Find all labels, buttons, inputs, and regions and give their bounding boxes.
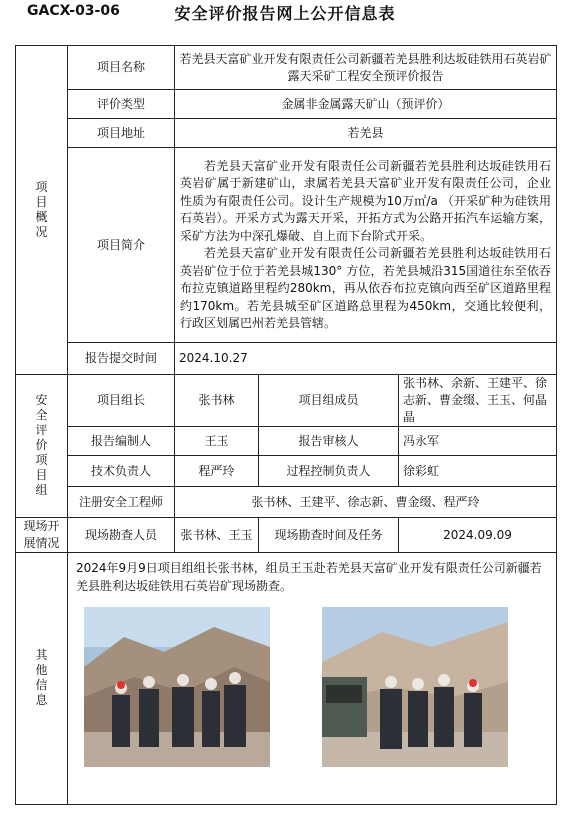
team-leader-value: 张书林	[175, 375, 259, 427]
process-control-label: 过程控制负责人	[259, 456, 399, 487]
team-members-label: 项目组成员	[259, 375, 399, 427]
report-reviewer-label: 报告审核人	[259, 427, 399, 456]
report-writer-value: 王玉	[175, 427, 259, 456]
project-intro-value	[175, 148, 557, 343]
submit-time-value: 2024.10.27	[175, 343, 557, 375]
site-time-label: 现场勘查时间及任务	[259, 518, 399, 553]
site-staff-value: 张书林、王玉	[175, 518, 259, 553]
safety-engineers-label: 注册安全工程师	[68, 487, 175, 518]
team-members-value: 张书林、余新、王建平、徐志新、曹金缀、王玉、何晶晶	[399, 375, 557, 427]
site-photo-1	[84, 607, 270, 767]
project-intro-label: 项目简介	[68, 148, 175, 343]
tech-lead-value: 程严玲	[175, 456, 259, 487]
report-reviewer-value: 冯永军	[399, 427, 557, 456]
project-name-value: 若羌县天富矿业开发有限责任公司新疆若羌县胜利达坂硅铁用石英岩矿露天采矿工程安全预评价报告	[175, 46, 557, 90]
eval-type-value: 金属非金属露天矿山（预评价）	[175, 90, 557, 119]
project-address-value: 若羌县	[175, 119, 557, 148]
intro-paragraph-1: 若羌县天富矿业开发有限责任公司新疆若羌县胜利达坂硅铁用石英岩矿属于新建矿山，隶属若羌县天富矿业开发有限责任公司，企业性质为有限责任公司。设计生产规模为10万㎡/a （开采矿种为硅铁用石英岩）。开采方式为露天开采，开拓方式为公路开拓汽车运输方案，采矿方法为中深孔爆破、自上而下台阶式开采。	[180, 158, 552, 243]
section-other-info: 其他信息	[16, 553, 68, 805]
report-writer-label: 报告编制人	[68, 427, 175, 456]
submit-time-label: 报告提交时间	[68, 343, 175, 375]
site-staff-label: 现场勘查人员	[68, 518, 175, 553]
project-name-label: 项目名称	[68, 46, 175, 90]
page-title: 安全评价报告网上公开信息表	[174, 4, 396, 23]
process-control-value: 徐彩虹	[399, 456, 557, 487]
eval-type-label: 评价类型	[68, 90, 175, 119]
form-code: GACX-03-06	[27, 3, 120, 19]
site-time-value: 2024.09.09	[399, 518, 557, 553]
team-leader-label: 项目组长	[68, 375, 175, 427]
site-visit-note: 2024年9月9日项目组组长张书林，组员王玉赴若羌县天富矿业开发有限责任公司新疆若羌县胜利达坂硅铁用石英岩矿现场勘查。	[76, 561, 542, 593]
section-evaluation-team: 安全评价项目组	[16, 375, 68, 518]
other-info-content	[68, 553, 557, 805]
photo-area	[68, 595, 556, 765]
section-project-overview: 项目概况	[16, 46, 68, 375]
site-photo-2	[322, 607, 508, 767]
section-site-survey: 现场开展情况	[16, 518, 68, 553]
info-table	[15, 45, 557, 805]
project-address-label: 项目地址	[68, 119, 175, 148]
intro-paragraph-2: 若羌县天富矿业开发有限责任公司新疆若羌县胜利达坂硅铁用石英岩矿位于位于若羌县城130° 方位，若羌县城沿315国道往东至依吞布拉克镇道路里程约280km，再从依吞布拉克镇向西至矿区道路里程约170km。若羌县城至矿区道路总里程为450km，交通比较便利，行政区划属巴州若羌县管辖。	[180, 246, 552, 330]
tech-lead-label: 技术负责人	[68, 456, 175, 487]
safety-engineers-value: 张书林、王建平、徐志新、曹金缀、程严玲	[175, 487, 557, 518]
